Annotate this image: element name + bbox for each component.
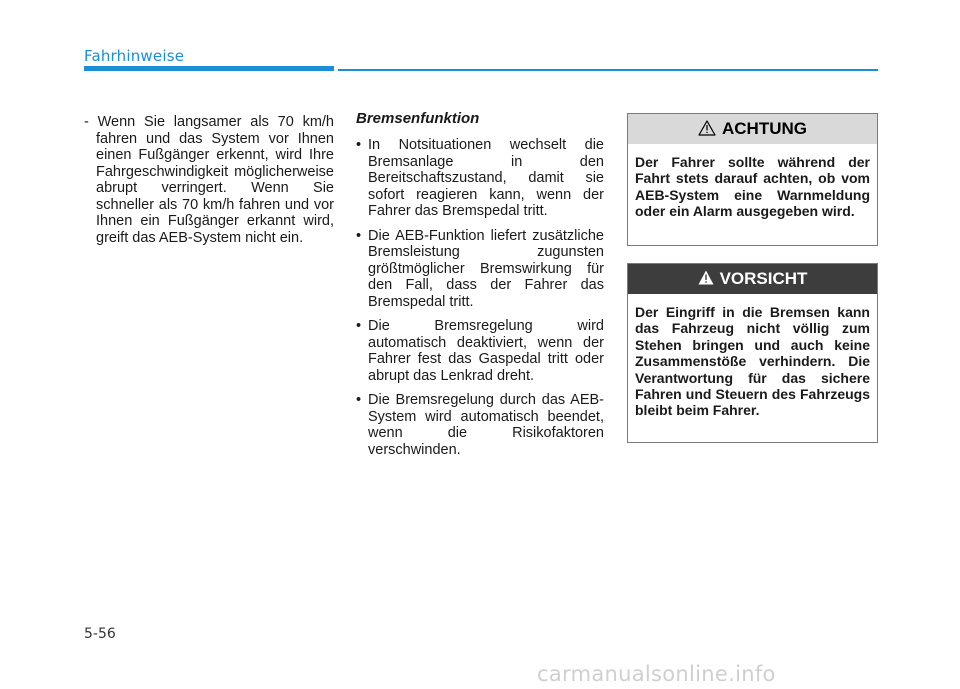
header-rule-thin (338, 69, 878, 71)
caution-box-title: ACHTUNG (722, 119, 807, 138)
bullet-item: • Die Bremsregelung wird automatisch deaktiviert, wenn der Fahrer fest das Gaspedal tritt oder abrupt das Lenkrad dreht. (356, 318, 604, 384)
bullet-item: • In Notsituationen wechselt die Bremsanlage in den Bereitschaftszustand, damit sie sofort reagieren kann, wenn der Fahrer das Bremspedal tritt. (356, 137, 604, 220)
bullet-item: • Die AEB-Funktion liefert zusätzliche Bremsleistung zugunsten größtmöglicher Bremswirkung für den Fall, dass der Fahrer das Bremspedal tritt. (356, 228, 604, 311)
warning-box-title: VORSICHT (719, 269, 808, 288)
warning-box-header (628, 264, 877, 294)
warning-triangle-outline-icon (698, 120, 716, 141)
caution-box-text: Der Fahrer sollte während der Fahrt stets darauf achten, ob vom AEB-System eine Warnmeldung oder ein Alarm ausgegeben wird. (635, 154, 870, 220)
page-number: 5-56 (84, 626, 116, 642)
warning-box-text: Der Eingriff in die Bremsen kann das Fahrzeug nicht völlig zum Stehen bringen und auch keine Zusammenstöße verhindern. Die Verantwortung für das sichere Fahren und Steuern des Fahrzeugs bleibt beim Fahrer. (635, 304, 870, 419)
caution-box (627, 113, 878, 246)
warning-triangle-filled-icon (698, 270, 714, 290)
left-column (84, 114, 334, 246)
bullet-list (356, 137, 604, 458)
section-subheading: Bremsenfunktion (356, 110, 480, 127)
warning-box (627, 263, 878, 443)
header-rule-thick (84, 66, 334, 71)
middle-column (356, 111, 604, 466)
bullet-item: • Die Bremsregelung durch das AEB-System wird automatisch beendet, wenn die Risikofaktoren verschwinden. (356, 392, 604, 458)
section-title: Fahrhinweise (84, 47, 185, 65)
dash-item: - Wenn Sie langsamer als 70 km/h fahren und das System vor Ihnen einen Fußgänger erkennt, wird Ihre Fahrgeschwindigkeit möglicherweise abrupt verringert. Wenn Sie schneller als 70 km/h fahren und vor Ihnen ein Fußgänger erkannt wird, greift das AEB-System nicht ein. (84, 114, 334, 246)
caution-box-header (628, 114, 877, 144)
watermark: carmanualsonline.info (537, 662, 776, 686)
